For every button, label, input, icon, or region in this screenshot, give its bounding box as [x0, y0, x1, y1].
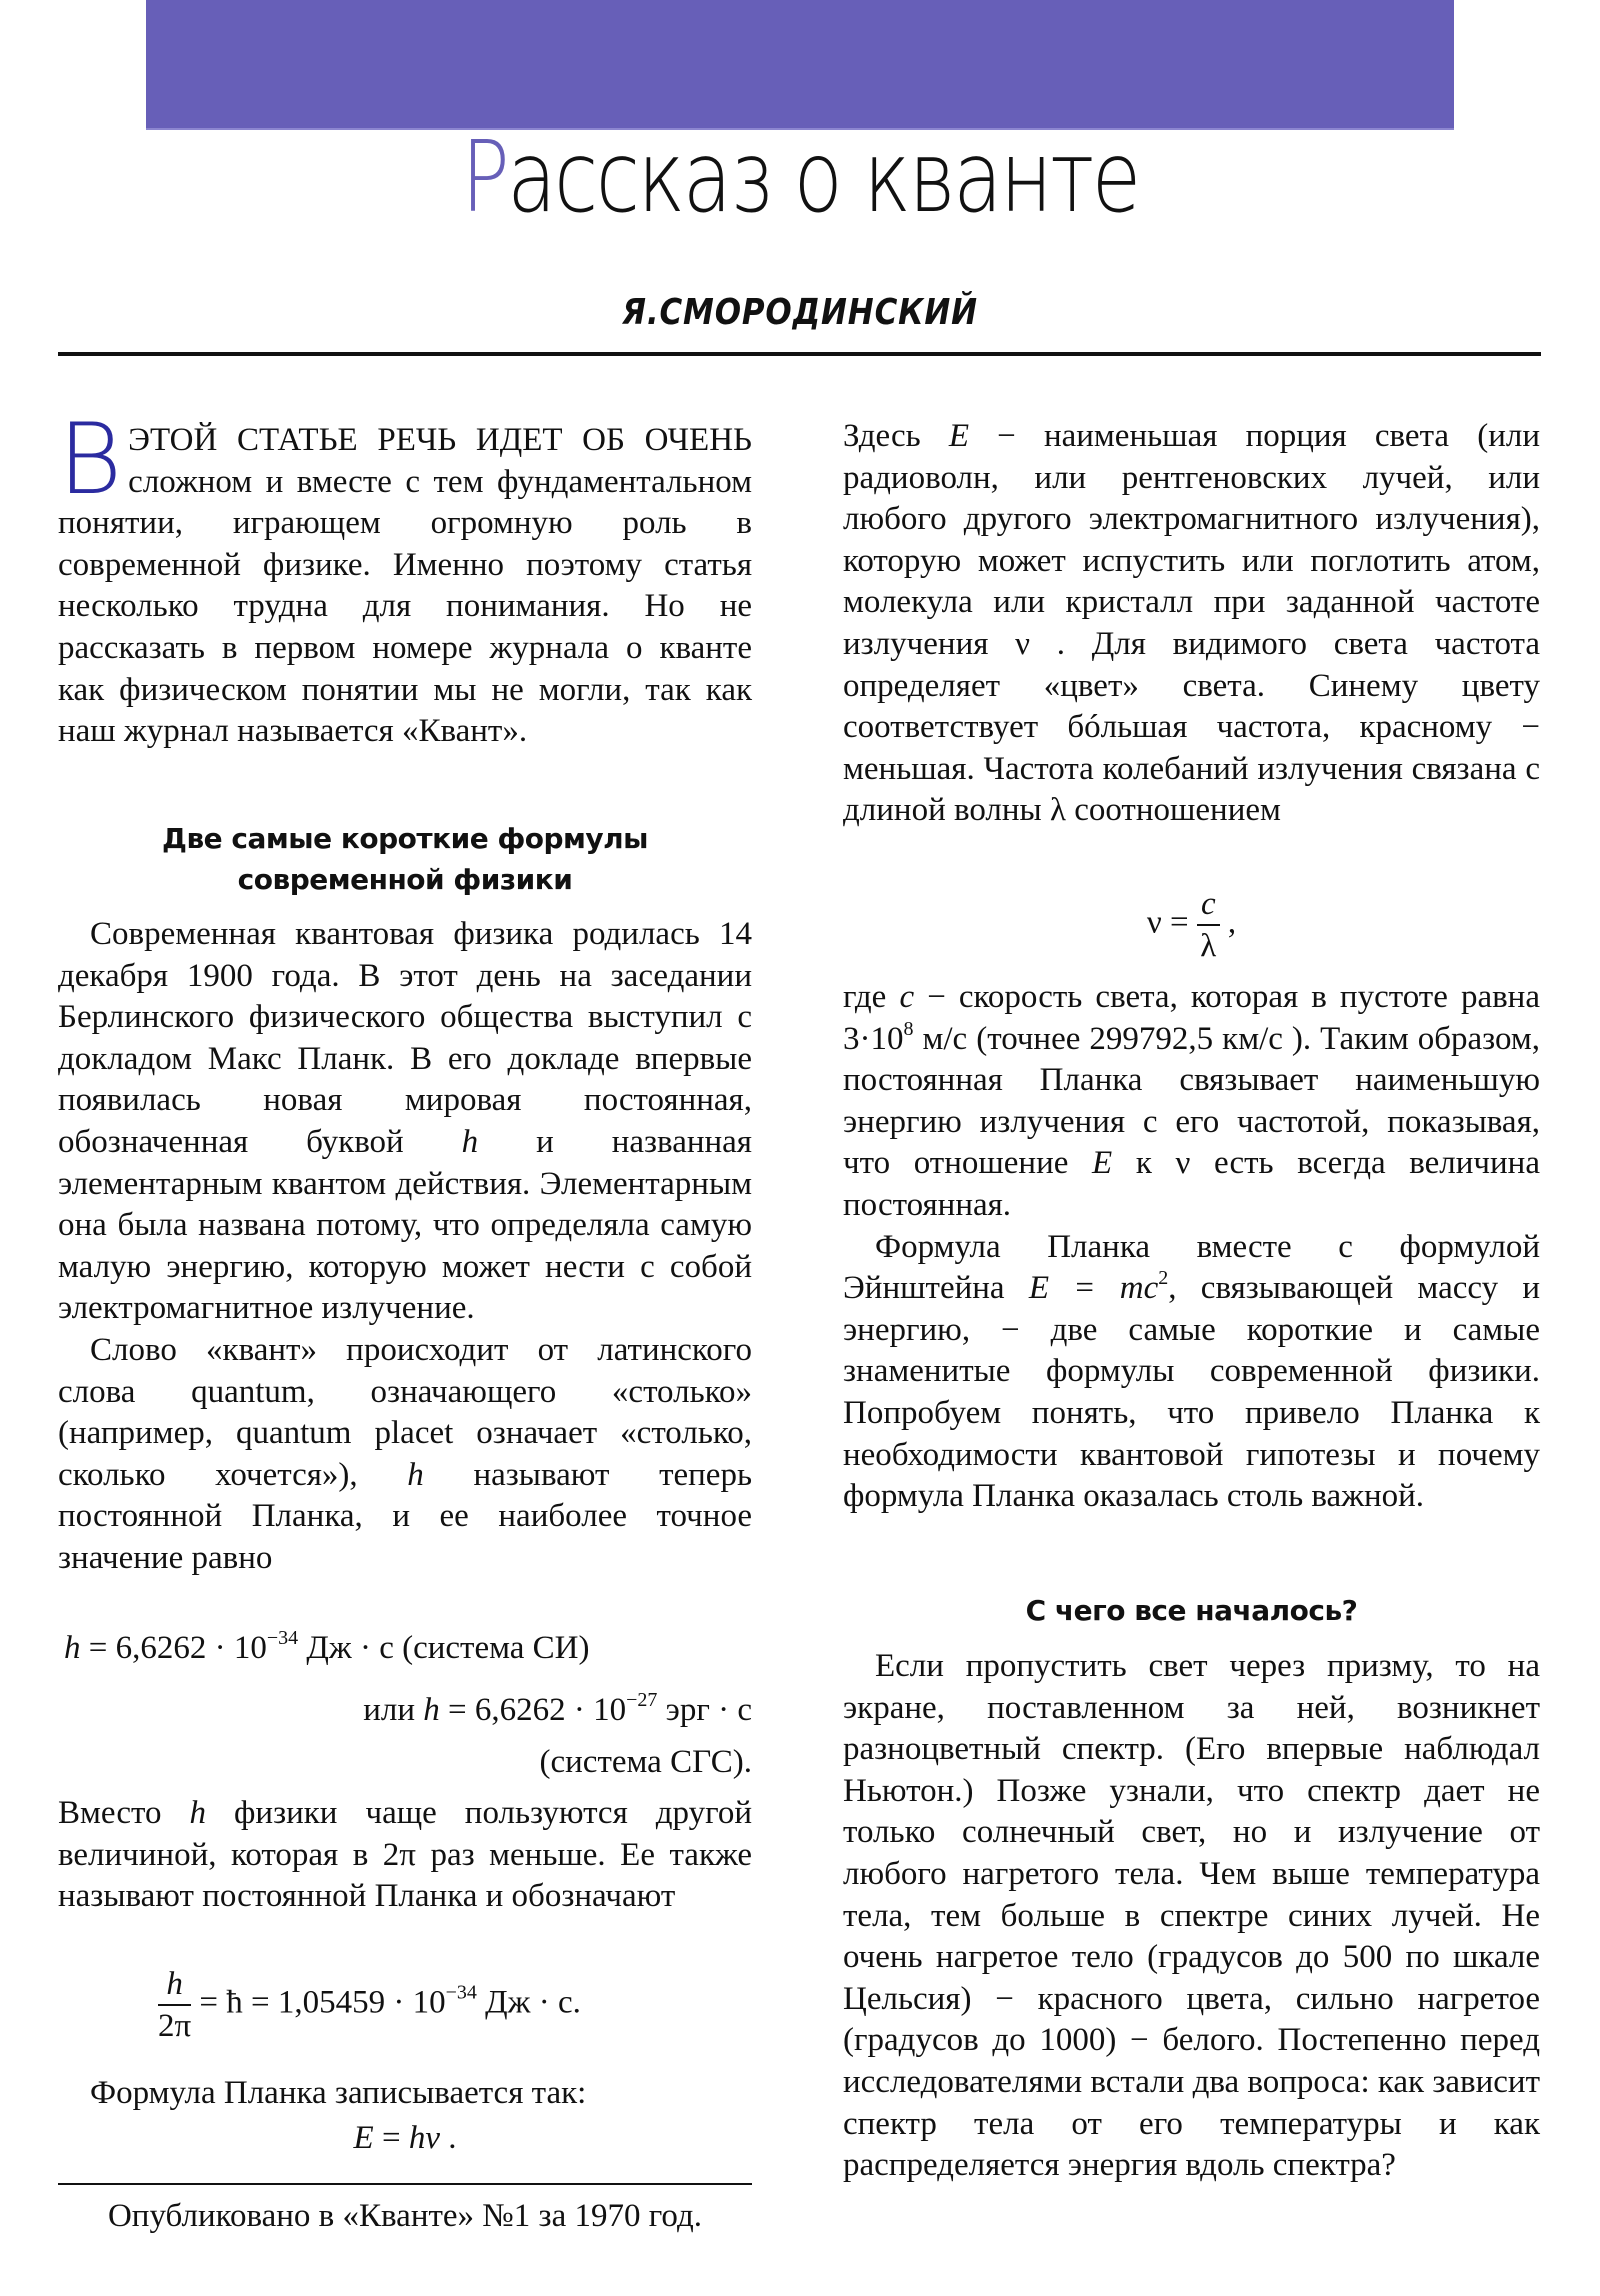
text: Современная квантовая физика родилась 14 декабря 1900 года. В этот день на заседании Берлинского физического общества выступил с докладом Макс Планк. В его докладе впервые появилась новая мировая постоянная, обозначенная буквой [58, 916, 752, 1160]
drop-cap: В [58, 403, 123, 517]
text: . [439, 2120, 457, 2156]
footnote-rule [58, 2183, 752, 2185]
formula-h-si [64, 1628, 590, 1670]
exponent: 2 [1158, 1267, 1169, 1290]
text: называют теперь постоянной Планка, и ее наиболее точное значение равно [58, 1456, 752, 1576]
text: , связывающей массу и энергию, − две самые короткие и самые знаменитые формулы современной физики. Попробуем понять, что привело Планка к необходимости квантовой гипотезы и почему формула Планка оказалась столь важной. [843, 1270, 1541, 1515]
paragraph-planck-history [58, 914, 752, 1580]
paragraph-speed-of-light [843, 977, 1540, 1518]
header-color-band [146, 0, 1454, 130]
symbol-h: h [64, 1630, 81, 1666]
paragraph-planck-formula [58, 2073, 752, 2115]
article-title [144, 118, 1456, 238]
text: = 6,6262 · 10 [439, 1692, 627, 1728]
text: Формула Планка записывается так: [90, 2075, 587, 2111]
title-initial: Р [461, 121, 508, 235]
text: = ħ = 1,05459 · 10 [191, 1984, 446, 2021]
symbol-h: h [461, 1123, 479, 1160]
symbol-c: c [899, 979, 915, 1015]
text: = 6,6262 · 10 [80, 1630, 267, 1666]
denominator: λ [1200, 928, 1217, 964]
section-heading-formulas [58, 818, 752, 900]
section-heading-beginning: С чего все началось? [1025, 1594, 1358, 1627]
formula-e-hv [58, 2118, 752, 2160]
symbol-E: E [948, 418, 970, 454]
denominator: 2π [158, 2008, 192, 2044]
footnote: Опубликовано в «Кванте» №1 за 1970 год. [107, 2198, 703, 2234]
paragraph-spectrum [843, 1646, 1540, 2187]
text: физики чаще пользуются другой величиной, которая в 2π раз меньше. Ее также называют постоянной Планка и обозначают [58, 1795, 752, 1915]
formula-cgs-label: (система СГС). [539, 1744, 752, 1780]
text: Здесь [843, 418, 949, 454]
symbol-h: h [407, 1456, 424, 1493]
header-rule [58, 352, 1541, 356]
text: Если пропустить свет через призму, то на экране, поставленном за ней, возникнет разноцветный спектр. (Его впервые наблюдал Ньютон.) Позже узнали, что спектр дает не только солнечный свет, но и излучение от любого нагретого тела. Чем выше температура тела, тем больше в спектре синих лучей. Не очень нагретое тело (градусов до 500 по шкале Цельсия) − красного цвета, сильно нагретое (градусов до 1000) − белого. Постепенно перед исследователями встали два вопроса: как зависит спектр тела от его температуры и как распределяется энергия вдоль спектра? [843, 1648, 1540, 2184]
text: − скорость света, которая в пустоте равна 3·10 [843, 979, 1540, 1057]
text: м/с (точнее 299792,5 км/с ). Таким образом, постоянная Планка связывает наименьшую энергию излучения с его частотой, показывая, что отношение [843, 1020, 1540, 1182]
text: Дж · с (система СИ) [298, 1630, 590, 1666]
symbol-h: h [423, 1692, 440, 1728]
fraction [158, 1964, 191, 2046]
text: hν [408, 2120, 440, 2156]
heading-line: Две самые короткие формулы [162, 822, 648, 855]
text: эрг · с [657, 1692, 752, 1728]
text: ν = [1146, 904, 1197, 941]
numerator: c [1197, 884, 1220, 926]
symbol-E: E [353, 2120, 374, 2156]
intro-text: ЭТОЙ СТАТЬЕ РЕЧЬ ИДЕТ ОБ ОЧЕНЬ сложном и вместе с тем фундаментальном понятии, играющем огромную роль в современной физике. Именно поэтому статья несколько трудна для понимания. Но не рассказать в первом номере журнала о кванте как физическом понятии мы не могли, так как наш журнал называется «Квант». [58, 422, 752, 750]
text: Дж · с. [476, 1984, 581, 2021]
text: к ν есть всегда величина постоянная. [843, 1145, 1540, 1223]
text: Формула Планка вместе с формулой Эйнштейна [843, 1228, 1540, 1307]
text: − наименьшая порция света (или радиоволн, или рентгеновских лучей, или любого другого электромагнитного излучения), которую может испустить или поглотить атом, молекула или кристалл при заданной частоте излучения ν . Для видимого света частота определяет «цвет» света. Синему цвету соответствует бóльшая частота, красному − меньшая. Частота колебаний излучения связана с длиной волны λ соотношением [843, 418, 1540, 829]
exponent: −34 [266, 1627, 299, 1649]
text: Слово «квант» происходит от латинского слова quantum, означающего «столько» (например, quantum placet означает «столько, сколько хочется»), [58, 1331, 752, 1493]
formula-hbar [158, 1964, 581, 2046]
exponent: 8 [903, 1017, 914, 1040]
exponent: −34 [445, 1981, 477, 2004]
intro-paragraph [58, 403, 752, 753]
text: где [843, 979, 900, 1015]
fraction [1197, 884, 1220, 966]
text: или [363, 1692, 424, 1728]
paragraph-hbar [58, 1793, 752, 1918]
text: , [1219, 904, 1237, 941]
text: и названная элементарным квантом действия. Элементарным она была названа потому, что определяла самую малую энергию, которую может нести с собой электромагнитное излучение. [58, 1123, 752, 1327]
text: Вместо [58, 1795, 190, 1831]
einstein-formula: E = mc [1028, 1270, 1159, 1307]
author-name: Я.СМОРОДИНСКИЙ [622, 292, 978, 333]
symbol-h: h [189, 1795, 207, 1831]
paragraph-energy-portion [843, 416, 1540, 832]
symbol-E: E [1092, 1145, 1113, 1182]
formula-h-cgs [58, 1690, 752, 1732]
numerator: h [158, 1964, 191, 2006]
heading-line: современной физики [237, 863, 573, 896]
text: = [373, 2120, 409, 2156]
formula-nu-c-lambda [843, 884, 1540, 966]
exponent: −27 [626, 1689, 658, 1711]
title-rest: ассказ о кванте [507, 121, 1139, 235]
